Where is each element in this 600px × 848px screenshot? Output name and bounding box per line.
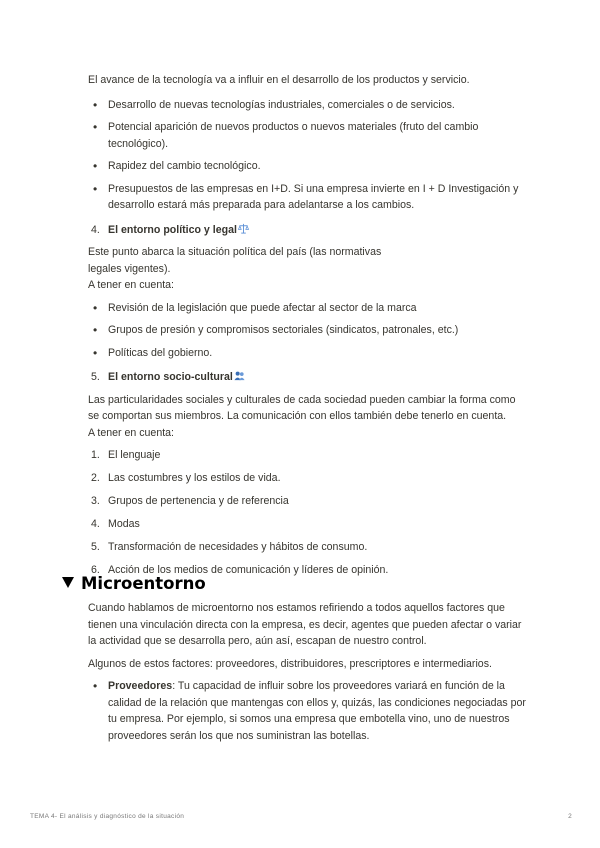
section-4-number: 4.	[91, 223, 100, 236]
list-item	[88, 516, 528, 533]
microentorno-content	[88, 600, 528, 750]
list-text: El lenguaje	[108, 449, 161, 461]
list-number: 3.	[91, 495, 100, 507]
section-4-consider: A tener en cuenta:	[88, 279, 174, 291]
section-5-description: Las particularidades sociales y culturales de cada sociedad pueden cambiar la forma como se comportan sus miembros. La comunicación con ellos también debe tenerlo en cuenta.	[88, 393, 516, 422]
proveedores-label: Proveedores	[108, 680, 173, 692]
section-5-heading	[88, 369, 528, 386]
section-4-desc-line1: Este punto abarca la situación política del país (las normativas	[88, 246, 382, 258]
microentorno-toggle[interactable]	[62, 574, 206, 593]
section-5-consider: A tener en cuenta:	[88, 426, 174, 439]
list-item: • Presupuestos de las empresas en I+D. Si una empresa invierte en I + D Investigación y desarrollo estará más preparada para adelantarse a los cambios.	[88, 181, 528, 214]
scales-icon	[238, 223, 249, 234]
toggle-triangle-icon[interactable]	[62, 577, 74, 588]
list-item: • Grupos de presión y compromisos sectoriales (sindicatos, patronales, etc.)	[88, 322, 528, 339]
page-footer	[30, 813, 572, 820]
list-item: • Políticas del gobierno.	[88, 345, 528, 362]
list-item: • Revisión de la legislación que puede afectar al sector de la marca	[88, 300, 528, 317]
section-4-heading	[88, 222, 528, 239]
microentorno-paragraph-2: Algunos de estos factores: proveedores, distribuidores, prescriptores e intermediarios.	[88, 657, 492, 670]
microentorno-paragraph-1: Cuando hablamos de microentorno nos estamos refiriendo a todos aquellos factores que tienen una vinculación directa con la empresa, es decir, agentes que pueden afectar o variar la actividad que se desarrolla pero, aún así, escapan de nuestro control.	[88, 602, 522, 647]
people-icon	[234, 370, 245, 381]
section-4-desc-line2: legales vigentes).	[88, 262, 171, 275]
list-text: Modas	[108, 518, 140, 530]
list-number: 6.	[91, 564, 100, 576]
section-5-title: El entorno socio-cultural	[108, 371, 233, 383]
section-4-bullet-list	[88, 300, 528, 362]
list-item: • Desarrollo de nuevas tecnologías industriales, comerciales o de servicios.	[88, 97, 528, 114]
list-number: 1.	[91, 449, 100, 461]
page-number: 2	[568, 813, 572, 820]
list-text: Transformación de necesidades y hábitos de consumo.	[108, 541, 368, 553]
list-text: Las costumbres y los estilos de vida.	[108, 472, 281, 484]
list-item	[88, 678, 528, 744]
section-5-numbered-list	[88, 447, 528, 579]
list-item	[88, 539, 528, 556]
list-item	[88, 470, 528, 487]
section-5-number: 5.	[91, 371, 100, 383]
list-number: 4.	[91, 518, 100, 530]
list-item: • Potencial aparición de nuevos productos o nuevos materiales (fruto del cambio tecnológico).	[88, 119, 528, 152]
list-text: Acción de los medios de comunicación y líderes de opinión.	[108, 564, 389, 576]
list-item	[88, 493, 528, 510]
microentorno-bullet-list	[88, 678, 528, 744]
list-text: Grupos de pertenencia y de referencia	[108, 495, 289, 507]
microentorno-heading: Microentorno	[81, 574, 206, 593]
section-4-title: El entorno político y legal	[108, 223, 237, 236]
footer-title: TEMA 4- El análisis y diagnóstico de la situación	[30, 813, 185, 820]
list-number: 5.	[91, 541, 100, 553]
list-item: • Rapidez del cambio tecnológico.	[88, 158, 528, 175]
tech-bullet-list	[88, 97, 528, 214]
intro-paragraph: El avance de la tecnología va a influir en el desarrollo de los productos y servicio.	[88, 74, 470, 86]
page-content	[88, 72, 528, 585]
list-number: 2.	[91, 472, 100, 484]
list-item	[88, 447, 528, 464]
proveedores-text: : Tu capacidad de influir sobre los proveedores variará en función de la calidad de la relación que mantengas con ellos y, quizás, las condiciones negociadas por tu empresa. Por ejemplo, si somos una empresa que embotella vino, uno de nuestros proveedores serán los que nos suministran las botellas.	[108, 680, 526, 742]
